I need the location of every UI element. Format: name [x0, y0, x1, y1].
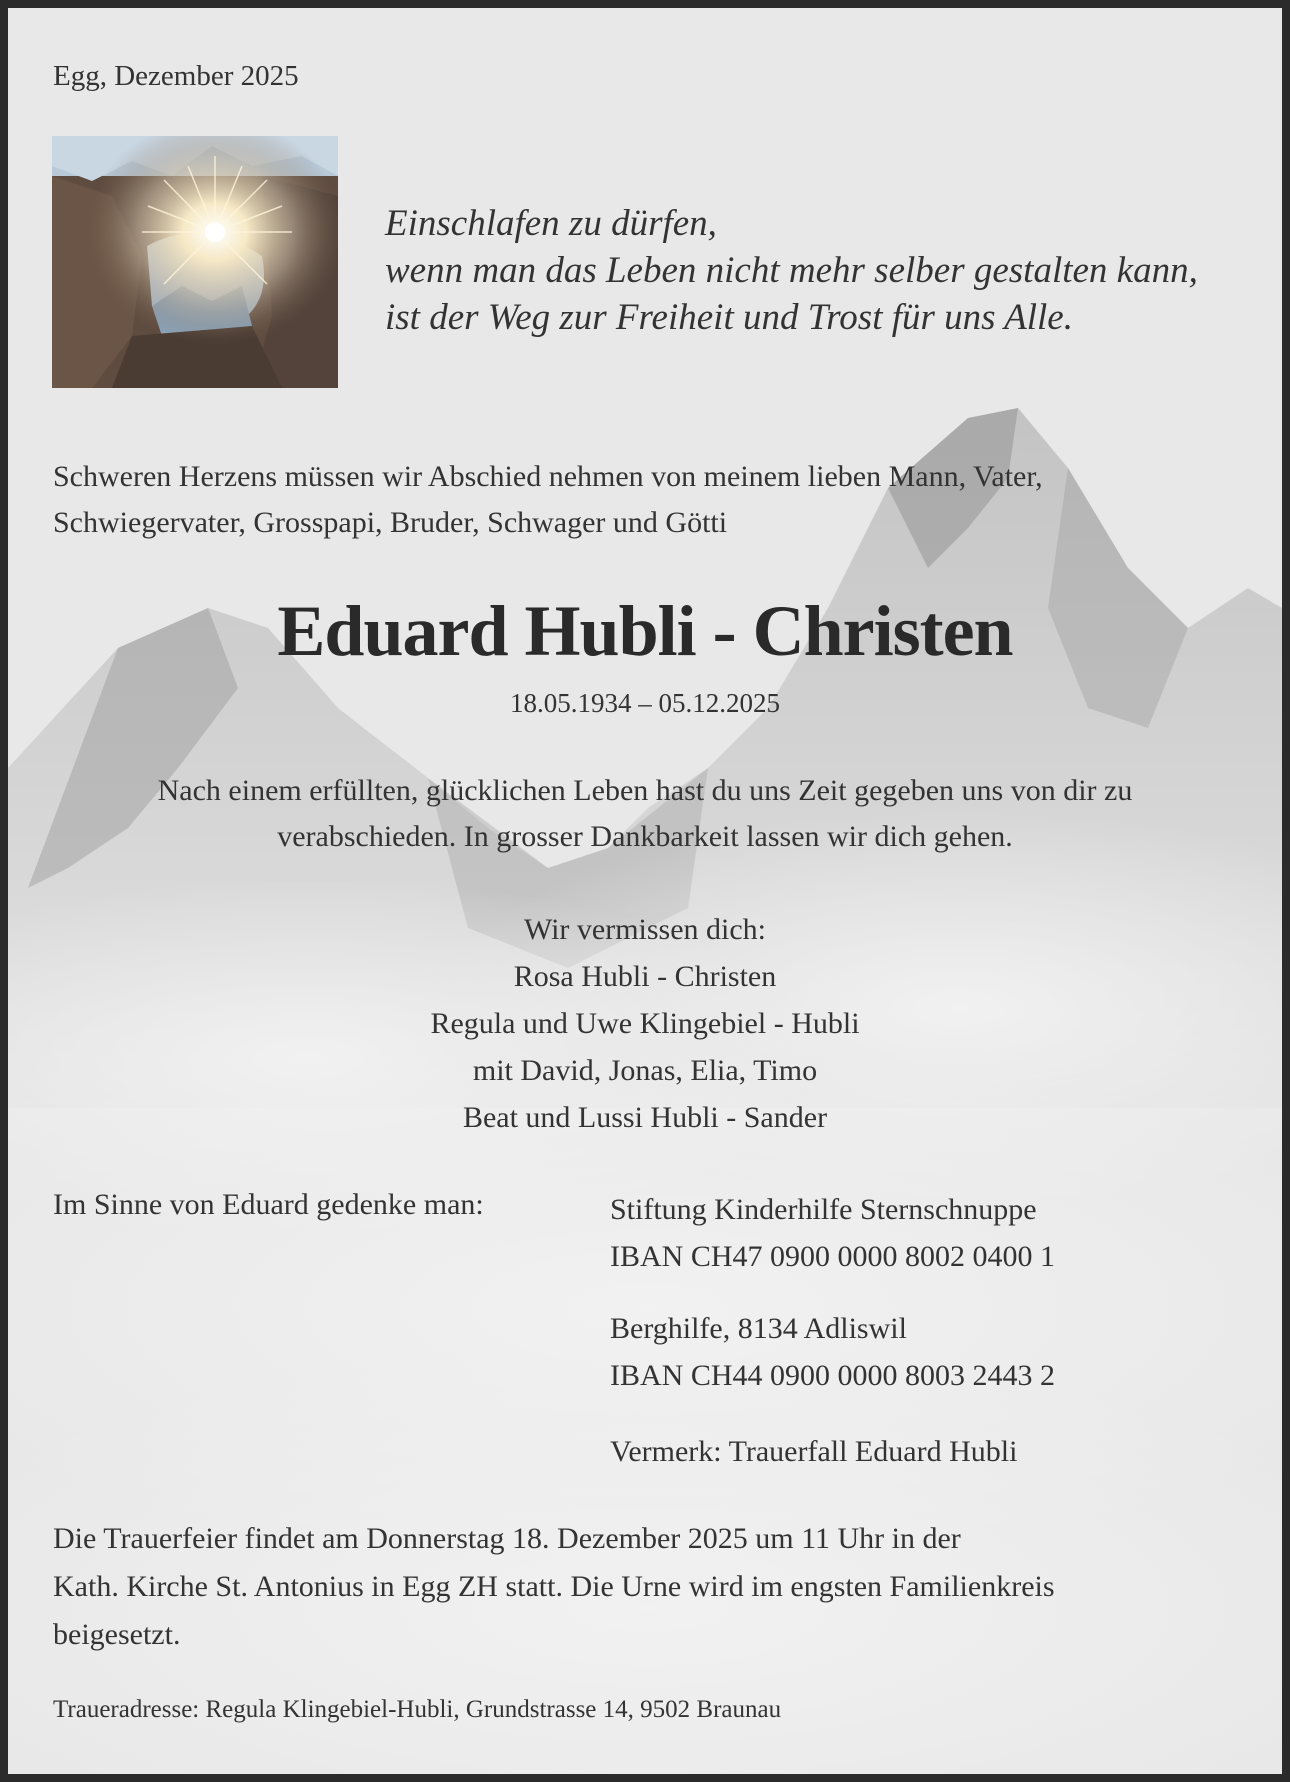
donation-iban: IBAN CH44 0900 0000 8003 2443 2: [610, 1359, 1056, 1392]
mourner-name: Beat und Lussi Hubli - Sander: [462, 1101, 828, 1134]
donation-iban: IBAN CH47 0900 0000 8002 0400 1: [610, 1240, 1056, 1273]
mourners-heading: Wir vermissen dich:: [523, 913, 767, 946]
donation-name: Stiftung Kinderhilfe Sternschnuppe: [610, 1193, 1037, 1226]
ceremony-line: beigesetzt.: [53, 1618, 181, 1651]
mourning-address: Traueradresse: Regula Klingebiel-Hubli, Grundstrasse 14, 9502 Braunau: [53, 1696, 782, 1723]
life-dates: 18.05.1934 – 05.12.2025: [510, 688, 780, 718]
mourner-name: Rosa Hubli - Christen: [513, 960, 777, 993]
mourner-name: mit David, Jonas, Elia, Timo: [472, 1054, 818, 1087]
quote-line: Einschlafen zu dürfen,: [385, 203, 717, 244]
donation-note: [610, 1428, 1250, 1475]
quote-line: wenn man das Leben nicht mehr selber gestalten kann,: [385, 250, 1198, 291]
farewell-text: [8, 768, 1282, 860]
intro-line: Schwiegervater, Grosspapi, Bruder, Schwager und Götti: [53, 506, 728, 539]
intro-line: Schweren Herzens müssen wir Abschied nehmen von meinem lieben Mann, Vater,: [53, 460, 1043, 493]
rock-arch-sunburst-photo: [52, 136, 338, 388]
donation-kinderhilfe: [610, 1186, 1250, 1280]
ceremony-line: Die Trauerfeier findet am Donnerstag 18. Dezember 2025 um 11 Uhr in der: [53, 1522, 961, 1555]
place-date: Egg, Dezember 2025: [53, 60, 299, 92]
content-layer: [8, 8, 1282, 1774]
donation-name: Berghilfe, 8134 Adliswil: [610, 1312, 907, 1345]
farewell-line: Nach einem erfüllten, glücklichen Leben hast du uns Zeit gegeben uns von dir zu: [157, 774, 1133, 807]
memorial-quote: [385, 200, 1245, 341]
mourner-name: Regula und Uwe Klingebiel - Hubli: [430, 1007, 860, 1040]
ceremony-info: [53, 1515, 1253, 1659]
farewell-line: verabschieden. In grosser Dankbarkeit lassen wir dich gehen.: [277, 820, 1013, 853]
quote-line: ist der Weg zur Freiheit und Trost für uns Alle.: [385, 297, 1073, 338]
donation-note-text: Vermerk: Trauerfall Eduard Hubli: [610, 1435, 1018, 1468]
intro-text: [53, 454, 1253, 546]
memory-label: Im Sinne von Eduard gedenke man:: [53, 1188, 484, 1221]
donation-berghilfe: [610, 1305, 1250, 1399]
ceremony-line: Kath. Kirche St. Antonius in Egg ZH statt. Die Urne wird im engsten Familienkreis: [53, 1570, 1055, 1603]
mourners-list: [8, 906, 1282, 1141]
obituary-card: [8, 8, 1282, 1774]
deceased-name: Eduard Hubli - Christen: [277, 591, 1013, 671]
sunburst-image: [52, 136, 338, 388]
